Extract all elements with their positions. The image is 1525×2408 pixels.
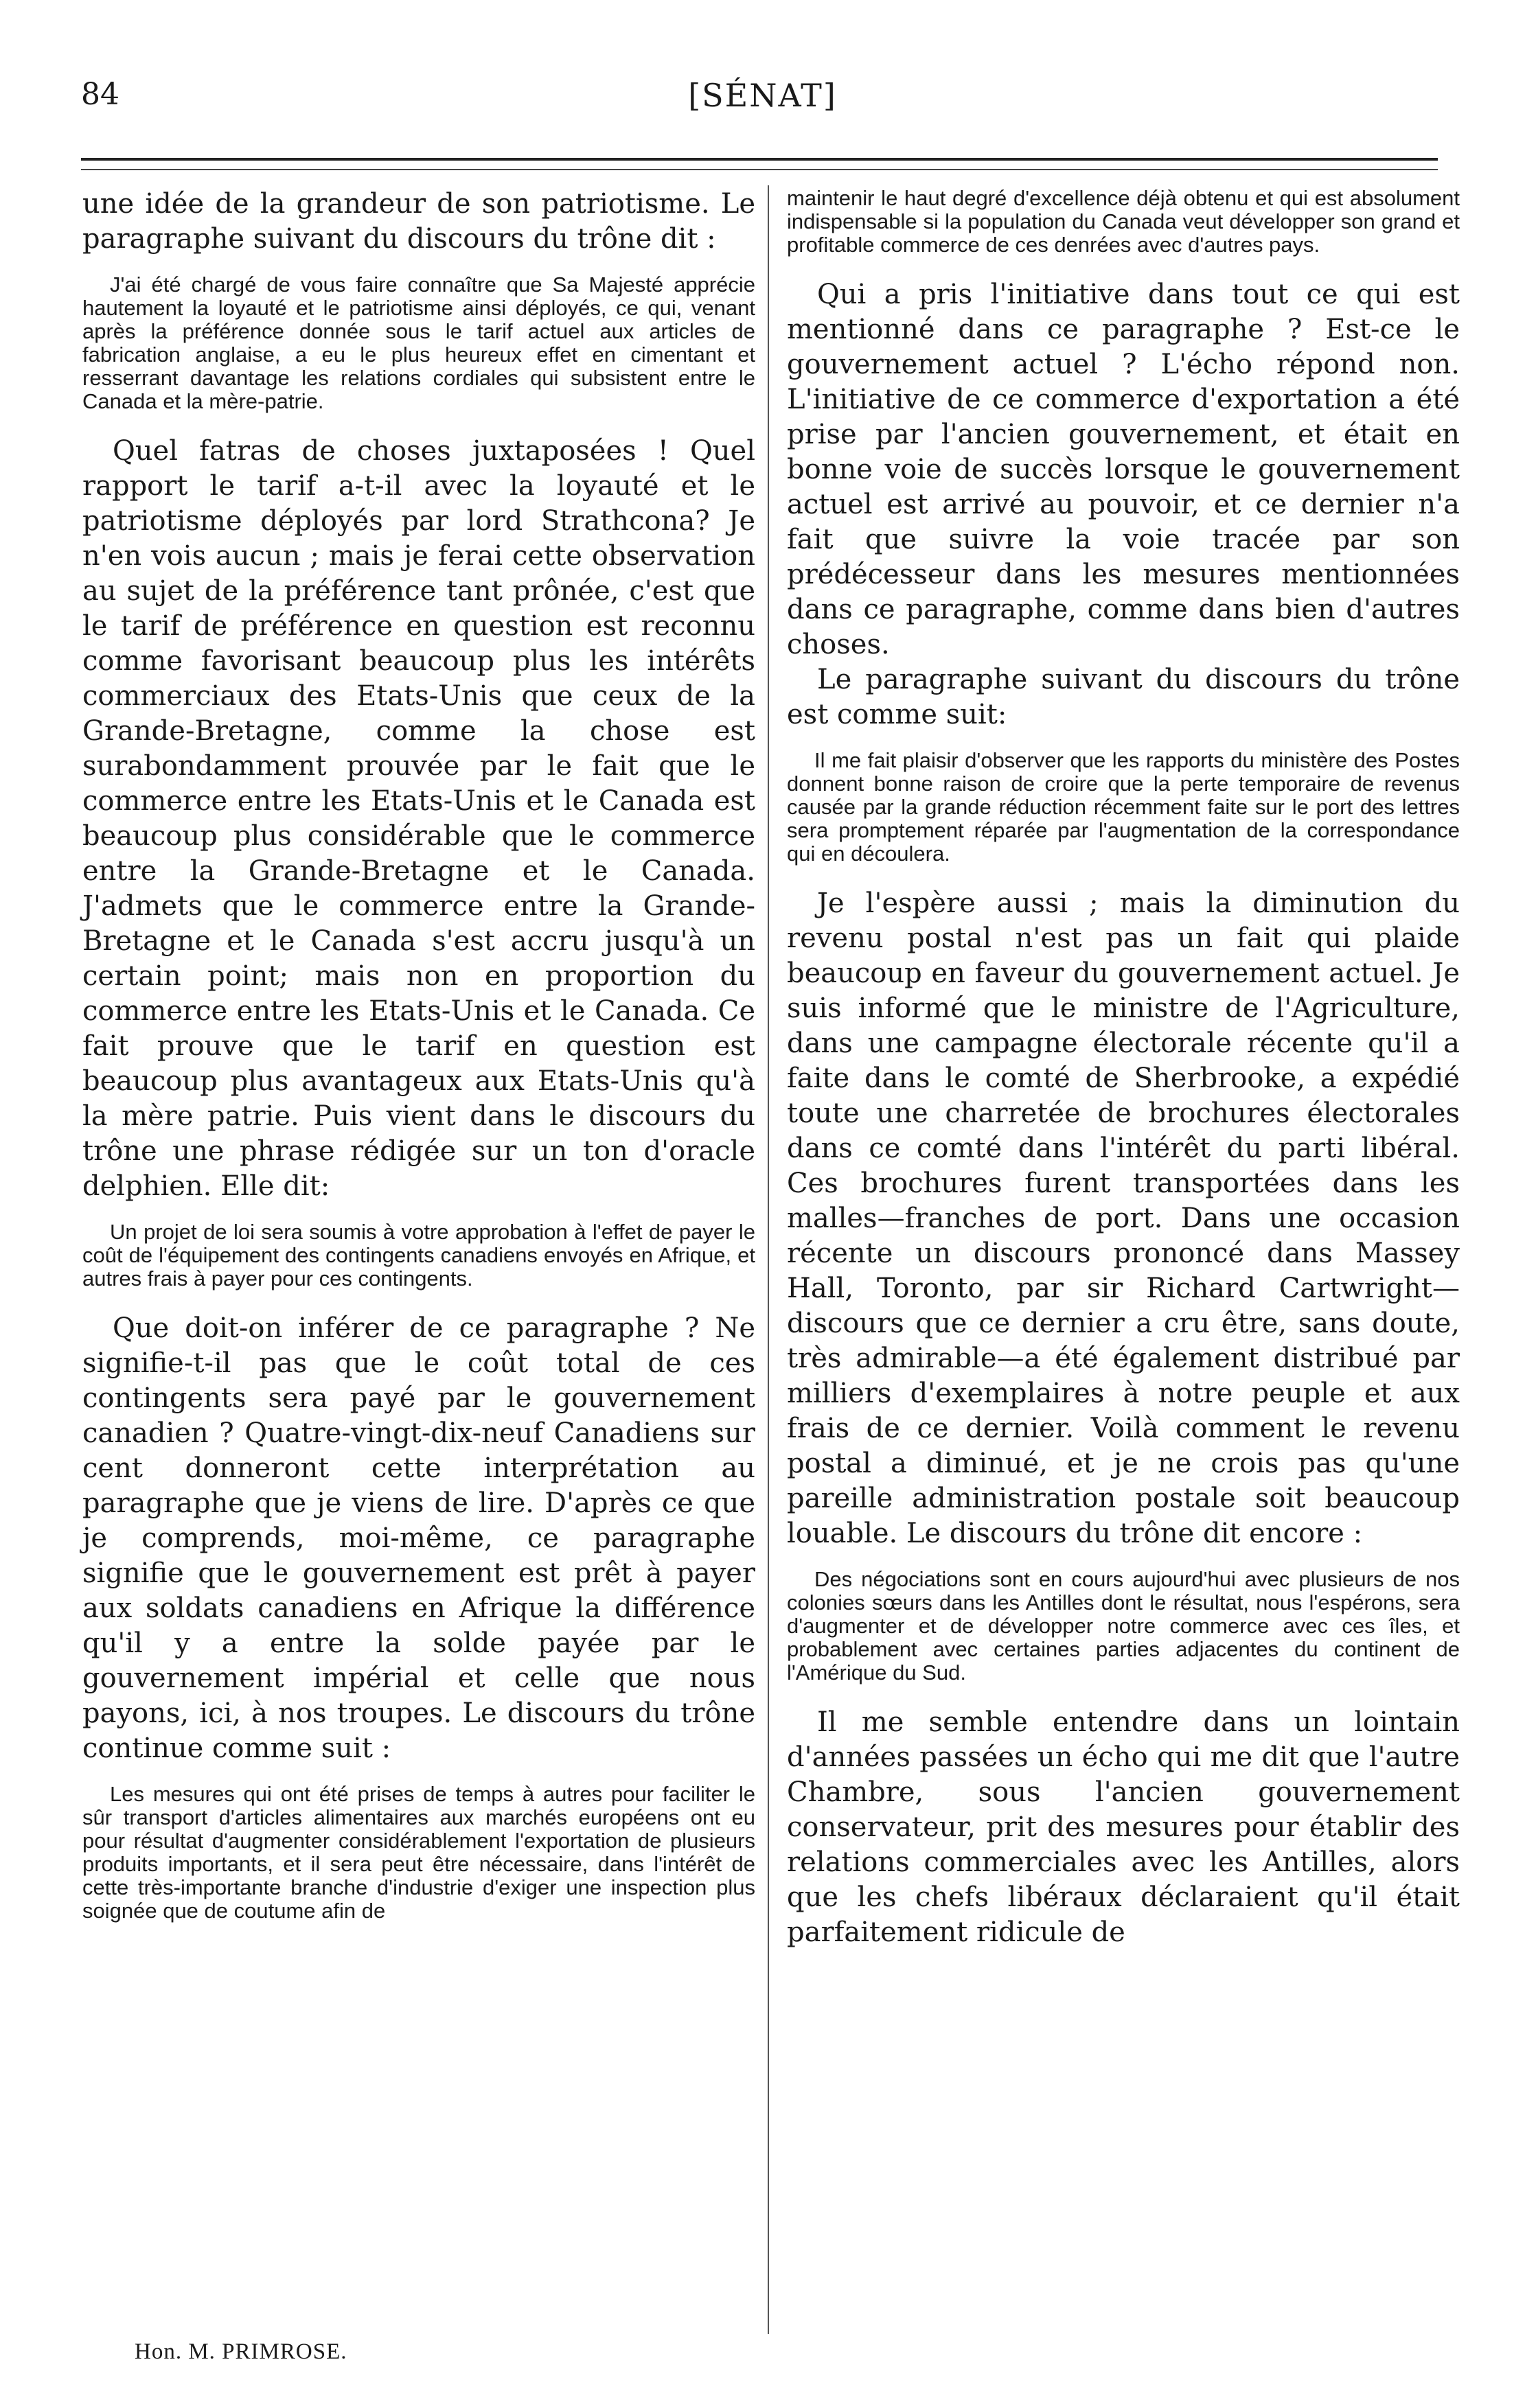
- paragraph: Il me semble entendre dans un lointain d'années passées un écho qui me dit que l'autre Chambre, sous l'ancien gouvernement conservateur, prit des mesures pour établir des relations commerciales avec les Antilles, alors que les chefs libéraux déclaraient qu'il était parfaitement ridicule de: [787, 1706, 1460, 1948]
- column-divider: [768, 185, 769, 2334]
- block-quote: Un projet de loi sera soumis à votre approbation à l'effet de payer le coût de l'équipement des contingents canadiens envoyés en Afrique, et autres frais à payer pour ces contingents.: [82, 1220, 755, 1290]
- left-column: [82, 187, 755, 1923]
- block-quote-continued: maintenir le haut degré d'excellence déjà obtenu et qui est absolument indispensable si la population du Canada veut développer son grand et profitable commerce de ces denrées avec d'autres pays.: [787, 186, 1460, 257]
- block-quote: Des négociations sont en cours aujourd'hui avec plusieurs de nos colonies sœurs dans les Antilles dont le résultat, nous l'espérons, sera d'augmenter et de développer notre commerce avec ces îles, et probablement avec certaines parties adjacentes du continent de l'Amérique du Sud.: [787, 1567, 1460, 1685]
- block-quote: Les mesures qui ont été prises de temps à autres pour faciliter le sûr transport d'articles alimentaires aux marchés européens ont eu pour résultat d'augmenter considérablement l'exportation de plusieurs produits importants, et il sera peut être nécessaire, dans l'intérêt de cette très-importante branche d'industrie d'exiger une inspection plus soignée que de coutume afin de: [82, 1782, 755, 1923]
- header-rule-top: [81, 158, 1438, 161]
- running-head: [SÉNAT]: [688, 77, 837, 114]
- header-rule-bottom: [81, 169, 1438, 170]
- paragraph: Le paragraphe suivant du discours du trône est comme suit:: [787, 664, 1460, 730]
- speaker-footer: Hon. M. PRIMROSE.: [135, 2339, 347, 2364]
- paragraph: Qui a pris l'initiative dans tout ce qui est mentionné dans ce paragraphe ? Est-ce le gouvernement actuel ? L'écho répond non. L'initiative de ce commerce d'exportation a été prise par l'ancien gouvernement, et était en bonne voie de succès lorsque le gouvernement actuel est arrivé au pouvoir, et ce dernier n'a fait que suivre la voie tracée par son prédécesseur dans les mesures mentionnées dans ce paragraphe, comme dans bien d'autres choses.: [787, 279, 1460, 660]
- block-quote: Il me fait plaisir d'observer que les rapports du ministère des Postes donnent bonne raison de croire que la perte temporaire de revenus causée par la grande réduction récemment faite sur le port des lettres sera promptement réparée par l'augmentation de la correspondance qui en découlera.: [787, 748, 1460, 866]
- block-quote: J'ai été chargé de vous faire connaître que Sa Majesté apprécie hautement la loyauté et le patriotisme ainsi déployés, ce qui, venant après la préférence donnée sous le tarif actuel aux articles de fabrication anglaise, a eu le plus heureux effet en cimentant et resserrant davantage les relations cordiales qui subsistent entre le Canada et la mère-patrie.: [82, 273, 755, 413]
- right-column: [787, 187, 1460, 1950]
- paragraph: Que doit-on inférer de ce paragraphe ? Ne signifie-t-il pas que le coût total de ces contingents sera payé par le gouvernement canadien ? Quatre-vingt-dix-neuf Canadiens sur cent donneront cette interprétation au paragraphe que je viens de lire. D'après ce que je comprends, moi-même, ce paragraphe signifie que le gouvernement est prêt à payer aux soldats canadiens en Afrique la différence qu'il y a entre la solde payée par le gouvernement impérial et celle que nous payons, ici, à nos troupes. Le discours du trône continue comme suit :: [82, 1312, 755, 1764]
- paragraph: une idée de la grandeur de son patriotisme. Le paragraphe suivant du discours du trône dit :: [82, 188, 755, 255]
- page-number: 84: [81, 77, 119, 112]
- paragraph: Quel fatras de choses juxtaposées ! Quel rapport le tarif a-t-il avec la loyauté et le patriotisme déployés par lord Strathcona? Je n'en vois aucun ; mais je ferai cette observation au sujet de la préférence tant prônée, c'est que le tarif de préférence en question est reconnu comme favorisant beaucoup plus les intérêts commerciaux des Etats-Unis que ceux de la Grande-Bretagne, comme la chose est surabondamment prouvée par le fait que le commerce entre les Etats-Unis et le Canada est beaucoup plus considérable que le commerce entre la Grande-Bretagne et le Canada. J'admets que le commerce entre la Grande-Bretagne et le Canada s'est accru jusqu'à un certain point; mais non en proportion du commerce entre les Etats-Unis et le Canada. Ce fait prouve que le tarif en question est beaucoup plus avantageux aux Etats-Unis qu'à la mère patrie. Puis vient dans le discours du trône une phrase rédigée sur un ton d'oracle delphien. Elle dit:: [82, 435, 755, 1202]
- paragraph: Je l'espère aussi ; mais la diminution du revenu postal n'est pas un fait qui plaide beaucoup en faveur du gouvernement actuel. Je suis informé que le ministre de l'Agriculture, dans une campagne électorale récente qu'il a faite dans le comté de Sherbrooke, a expédié toute une charretée de brochures électorales dans ce comté dans l'intérêt du parti libéral. Ces brochures furent transportées dans les malles—franches de port. Dans une occasion récente un discours prononcé dans Massey Hall, Toronto, par sir Richard Cartwright—discours que ce dernier a cru être, sans doute, très admirable—a été également distribué par milliers d'exemplaires à notre peuple et aux frais de ce dernier. Voilà comment le revenu postal a diminué, et je ne crois pas qu'une pareille administration postale soit beaucoup louable. Le discours du trône dit encore :: [787, 888, 1460, 1549]
